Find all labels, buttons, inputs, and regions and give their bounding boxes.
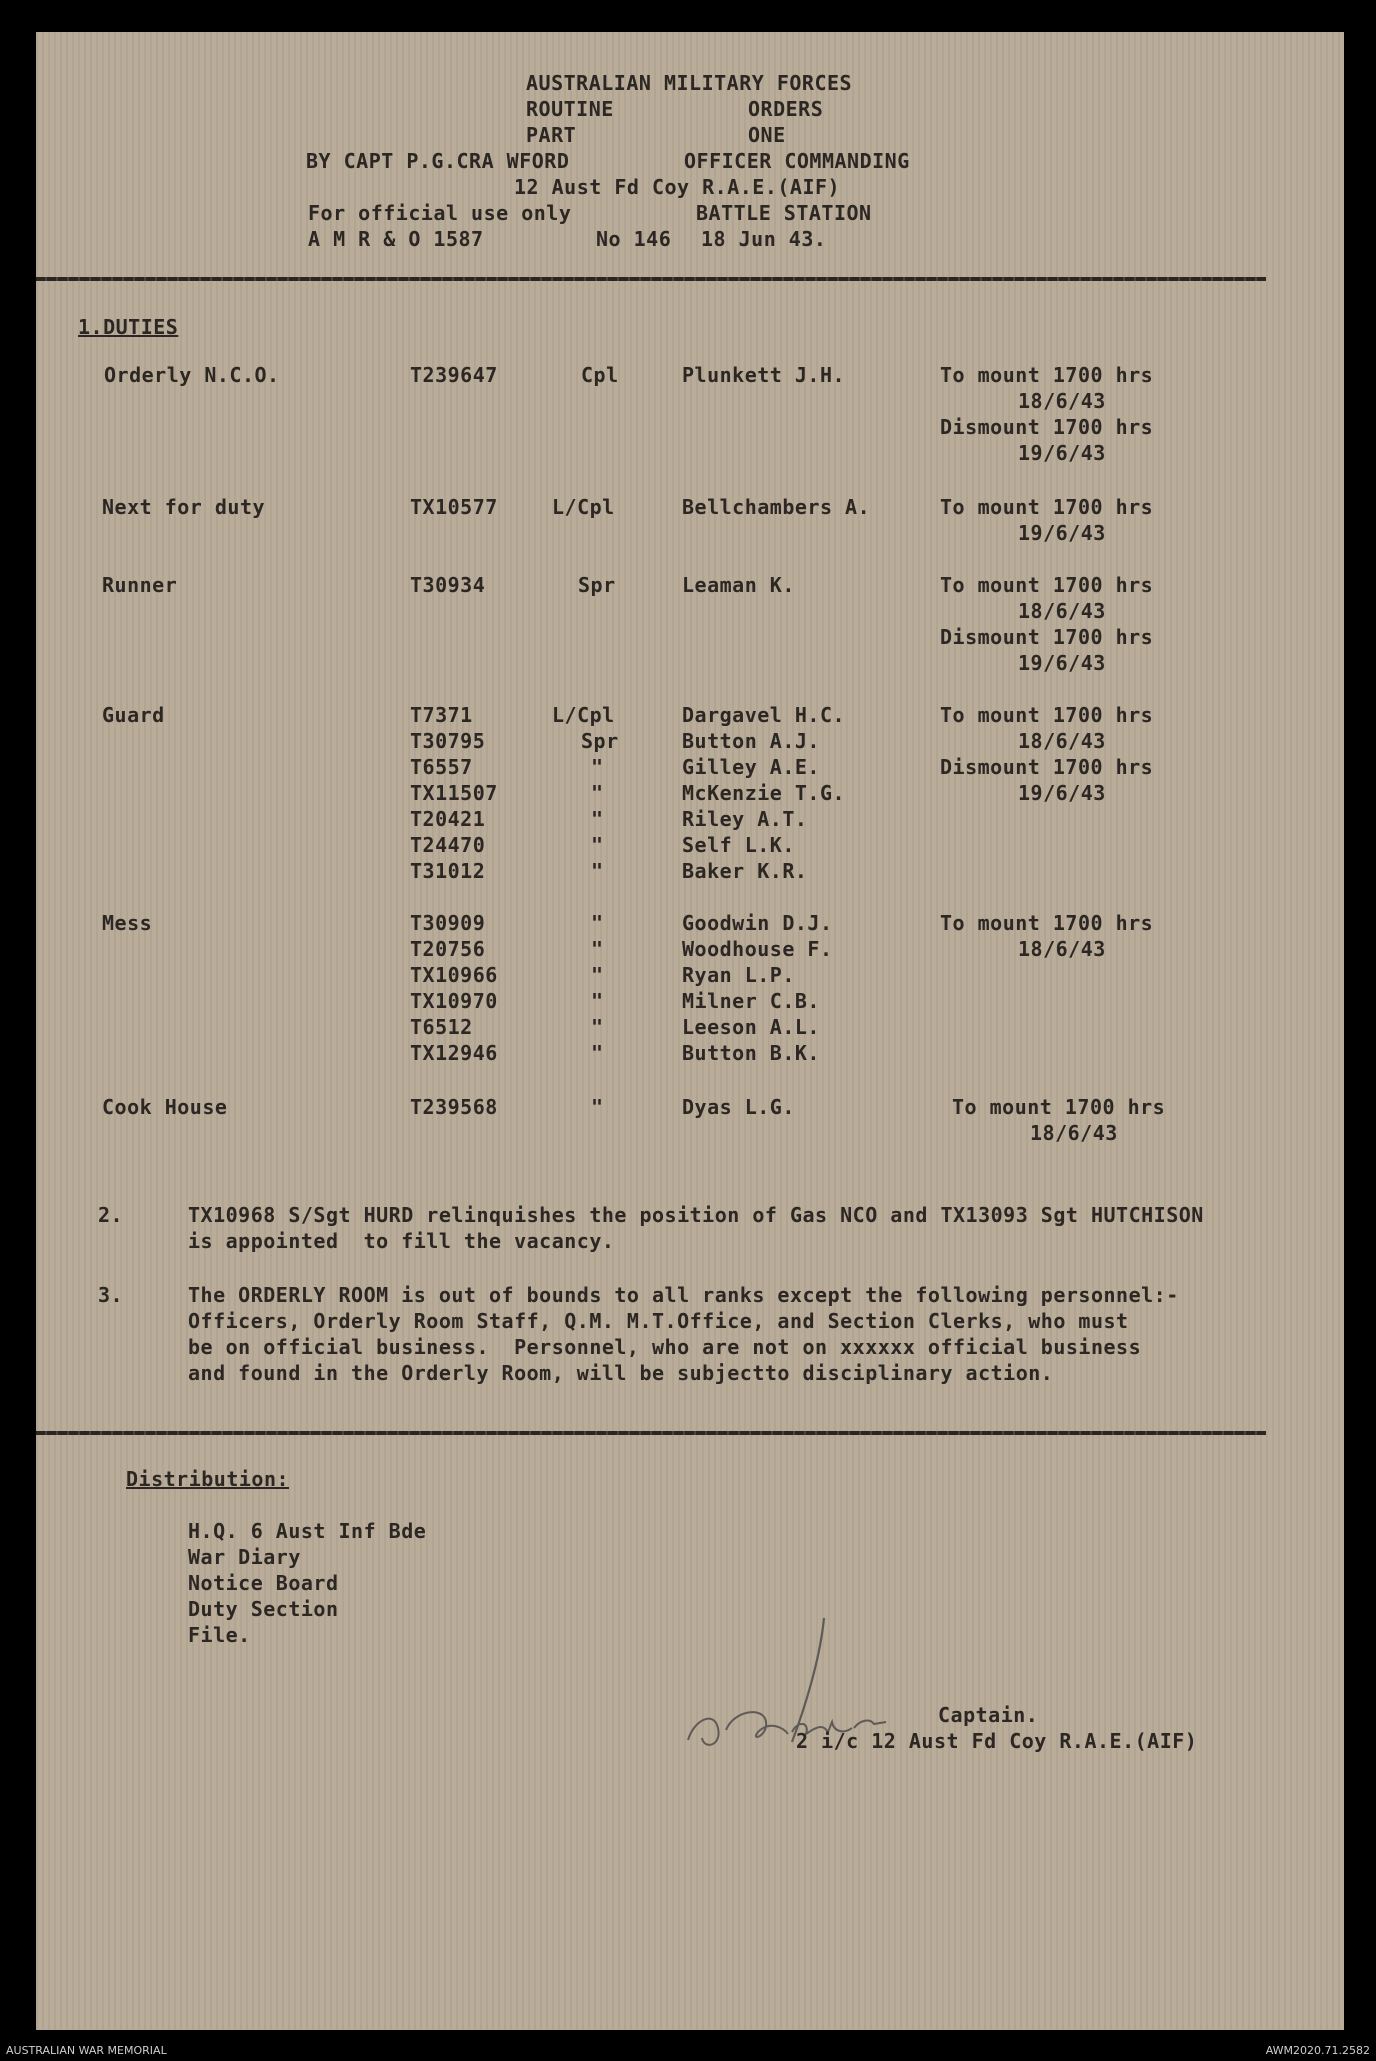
rank: " (591, 911, 604, 935)
duty-role: Cook House (102, 1095, 228, 1119)
service-number: T24470 (410, 833, 486, 857)
person-name: Plunkett J.H. (682, 363, 846, 387)
rank: " (591, 937, 604, 961)
duty-role: Guard (102, 703, 165, 727)
duty-time: 19/6/43 (1018, 521, 1106, 545)
header-title: AUSTRALIAN MILITARY FORCES (526, 71, 853, 95)
duty-time: 18/6/43 (1018, 937, 1106, 961)
paragraph-line: TX10968 S/Sgt HURD relinquishes the position of Gas NCO and TX13093 Sgt HUTCHISON (188, 1203, 1204, 1227)
caption-left: AUSTRALIAN WAR MEMORIAL (6, 2044, 167, 2057)
duty-role: Next for duty (102, 495, 266, 519)
paragraph-line: be on official business. Personnel, who are not on xxxxxx official business (188, 1335, 1142, 1359)
person-name: Dargavel H.C. (682, 703, 846, 727)
header-one: ONE (748, 123, 786, 147)
service-number: T20756 (410, 937, 486, 961)
header-part: PART (526, 123, 577, 147)
rank: " (591, 755, 604, 779)
duty-time: 18/6/43 (1030, 1121, 1118, 1145)
service-number: TX11507 (410, 781, 498, 805)
person-name: Bellchambers A. (682, 495, 871, 519)
paragraph-number: 3. (98, 1283, 124, 1307)
rank: L/Cpl (552, 703, 615, 727)
duty-time: To mount 1700 hrs (940, 495, 1154, 519)
person-name: Dyas L.G. (682, 1095, 795, 1119)
header-orders: ORDERS (748, 97, 824, 121)
service-number: T7371 (410, 703, 473, 727)
rank: " (591, 1015, 604, 1039)
duty-time: To mount 1700 hrs (940, 363, 1154, 387)
header-battle-station: BATTLE STATION (696, 201, 872, 225)
service-number: T31012 (410, 859, 486, 883)
duty-time: Dismount 1700 hrs (940, 755, 1154, 779)
header-official-use: For official use only (308, 201, 572, 225)
duty-time: 18/6/43 (1018, 599, 1106, 623)
duty-time: Dismount 1700 hrs (940, 415, 1154, 439)
person-name: Riley A.T. (682, 807, 808, 831)
duty-role: Mess (102, 911, 153, 935)
rank: " (591, 989, 604, 1013)
service-number: T239568 (410, 1095, 498, 1119)
rank: Spr (581, 729, 619, 753)
paragraph-line: is appointed to fill the vacancy. (188, 1229, 615, 1253)
rank: " (591, 833, 604, 857)
duty-time: 19/6/43 (1018, 781, 1106, 805)
distribution-item: Notice Board (188, 1571, 339, 1595)
service-number: TX10970 (410, 989, 498, 1013)
service-number: TX12946 (410, 1041, 498, 1065)
distribution-item: War Diary (188, 1545, 301, 1569)
service-number: T30934 (410, 573, 486, 597)
distribution-item: Duty Section (188, 1597, 339, 1621)
distribution-item: File. (188, 1623, 251, 1647)
header-amr: A M R & O 1587 (308, 227, 484, 251)
rank: " (591, 963, 604, 987)
divider-bottom (36, 1431, 1266, 1435)
distribution-item: H.Q. 6 Aust Inf Bde (188, 1519, 427, 1543)
duty-role: Orderly N.C.O. (104, 363, 280, 387)
person-name: Goodwin D.J. (682, 911, 833, 935)
paragraph-line: The ORDERLY ROOM is out of bounds to all ranks except the following personnel:- (188, 1283, 1179, 1307)
service-number: T6557 (410, 755, 473, 779)
person-name: Gilley A.E. (682, 755, 820, 779)
distribution-title: Distribution: (126, 1467, 290, 1491)
header-date: 18 Jun 43. (701, 227, 827, 251)
header-unit: 12 Aust Fd Coy R.A.E.(AIF) (514, 175, 841, 199)
signoff-unit: 2 i/c 12 Aust Fd Coy R.A.E.(AIF) (796, 1729, 1198, 1753)
rank: " (591, 807, 604, 831)
rank: " (591, 859, 604, 883)
rank: " (591, 1095, 604, 1119)
person-name: Woodhouse F. (682, 937, 833, 961)
service-number: T6512 (410, 1015, 473, 1039)
duty-time: Dismount 1700 hrs (940, 625, 1154, 649)
paragraph-line: Officers, Orderly Room Staff, Q.M. M.T.Office, and Section Clerks, who must (188, 1309, 1129, 1333)
duty-time: 18/6/43 (1018, 389, 1106, 413)
rank: Cpl (581, 363, 619, 387)
caption-right: AWM2020.71.2582 (1265, 2044, 1370, 2057)
person-name: Leeson A.L. (682, 1015, 820, 1039)
handwritten-signature (674, 1610, 974, 1780)
divider-top (36, 277, 1266, 281)
service-number: T30909 (410, 911, 486, 935)
header-by: BY CAPT P.G.CRA WFORD (306, 149, 570, 173)
header-number: No 146 (596, 227, 672, 251)
paragraph-number: 2. (98, 1203, 124, 1227)
person-name: Self L.K. (682, 833, 795, 857)
duty-role: Runner (102, 573, 178, 597)
rank: " (591, 1041, 604, 1065)
header-routine: ROUTINE (526, 97, 614, 121)
duty-time: To mount 1700 hrs (952, 1095, 1166, 1119)
service-number: T30795 (410, 729, 486, 753)
service-number: TX10966 (410, 963, 498, 987)
rank: " (591, 781, 604, 805)
person-name: Milner C.B. (682, 989, 820, 1013)
person-name: Button B.K. (682, 1041, 820, 1065)
person-name: Leaman K. (682, 573, 795, 597)
duty-time: To mount 1700 hrs (940, 573, 1154, 597)
person-name: McKenzie T.G. (682, 781, 846, 805)
paragraph-line: and found in the Orderly Room, will be subjectto disciplinary action. (188, 1361, 1054, 1385)
rank: L/Cpl (552, 495, 615, 519)
duty-time: To mount 1700 hrs (940, 911, 1154, 935)
signoff-captain: Captain. (938, 1703, 1039, 1727)
duty-time: 19/6/43 (1018, 651, 1106, 675)
service-number: T20421 (410, 807, 486, 831)
person-name: Baker K.R. (682, 859, 808, 883)
document-page (36, 32, 1344, 2030)
service-number: T239647 (410, 363, 498, 387)
duty-time: 19/6/43 (1018, 441, 1106, 465)
header-officer-commanding: OFFICER COMMANDING (684, 149, 910, 173)
duty-time: 18/6/43 (1018, 729, 1106, 753)
person-name: Ryan L.P. (682, 963, 795, 987)
rank: Spr (578, 573, 616, 597)
duty-time: To mount 1700 hrs (940, 703, 1154, 727)
section-duties-title: 1.DUTIES (78, 315, 179, 339)
service-number: TX10577 (410, 495, 498, 519)
person-name: Button A.J. (682, 729, 820, 753)
